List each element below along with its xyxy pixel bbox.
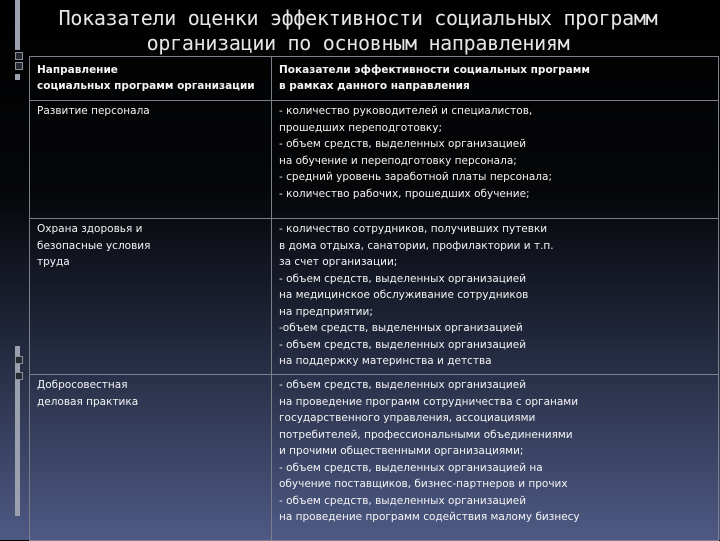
slide-title: Показатели оценки эффективности социальных программ организации по основным направлениям <box>58 6 658 55</box>
rail-square <box>15 62 23 70</box>
header-line: социальных программ организации <box>37 80 255 92</box>
direction-cell <box>30 375 272 541</box>
direction-line: деловая практика <box>37 395 139 408</box>
rail-square <box>15 356 23 364</box>
header-line: Направление <box>37 64 118 76</box>
indicators-cell <box>272 375 719 541</box>
header-line: в рамках данного направления <box>279 80 470 92</box>
indicator-line: прошедших переподготовку; <box>279 121 443 134</box>
indicator-line: на предприятии; <box>279 305 373 318</box>
indicator-line: государственного управления, ассоциациями <box>279 412 536 424</box>
indicator-line: - количество рабочих, прошедших обучение; <box>279 187 530 200</box>
direction-line: труда <box>37 256 70 268</box>
left-decor-rail <box>0 0 20 540</box>
table-header-row <box>30 57 719 101</box>
rail-square <box>15 52 23 60</box>
indicator-line: - количество руководителей и специалистов, <box>279 105 533 117</box>
rail-bar-small <box>15 74 20 80</box>
indicators-cell <box>272 219 719 375</box>
indicator-line: в дома отдыха, санатории, профилактории и т.п. <box>279 239 554 252</box>
indicator-line: -объем средств, выделенных организацией <box>279 322 523 334</box>
indicator-line: потребителей, профессиональными объединениями <box>279 428 573 441</box>
indicator-line: на поддержку материнства и детства <box>279 355 492 367</box>
indicator-line: - объем средств, выделенных организацией <box>279 272 527 285</box>
indicator-line: на медицинское обслуживание сотрудников <box>279 289 529 301</box>
indicator-line: на обучение и переподготовку персонала; <box>279 154 517 167</box>
indicator-line: и прочими общественными организациями; <box>279 445 524 457</box>
header-direction <box>30 57 272 101</box>
indicator-line: - объем средств, выделенных организацией <box>279 138 527 150</box>
indicator-line: - количество сотрудников, получивших путевки <box>279 223 548 235</box>
table-row <box>30 219 719 375</box>
table-row <box>30 375 719 541</box>
indicator-line: на проведение программ содействия малому бизнесу <box>279 511 580 523</box>
direction-line: Добросовестная <box>37 379 128 391</box>
indicator-line: - объем средств, выделенных организацией <box>279 338 527 351</box>
table-row <box>30 101 719 219</box>
header-indicators <box>272 57 719 101</box>
direction-cell <box>30 101 272 219</box>
indicators-cell <box>272 101 719 219</box>
indicator-line: за счет организации; <box>279 256 398 268</box>
direction-line: Охрана здоровья и <box>37 223 143 235</box>
direction-line: безопасные условия <box>37 239 151 252</box>
direction-line: Развитие персонала <box>37 105 150 117</box>
indicator-line: - объем средств, выделенных организацией <box>279 379 527 391</box>
indicator-line: - объем средств, выделенных организацией на <box>279 461 543 474</box>
indicator-line: - объем средств, выделенных организацией <box>279 494 527 507</box>
indicator-line: обучение поставщиков, бизнес-партнеров и прочих <box>279 478 568 490</box>
header-line: Показатели эффективности социальных программ <box>279 64 590 76</box>
indicators-table <box>29 56 719 541</box>
rail-bar-top <box>15 0 20 50</box>
indicator-line: - средний уровень заработной платы персонала; <box>279 171 552 183</box>
indicator-line: на проведение программ сотрудничества с органами <box>279 395 579 408</box>
direction-cell <box>30 219 272 375</box>
rail-square <box>15 372 23 380</box>
